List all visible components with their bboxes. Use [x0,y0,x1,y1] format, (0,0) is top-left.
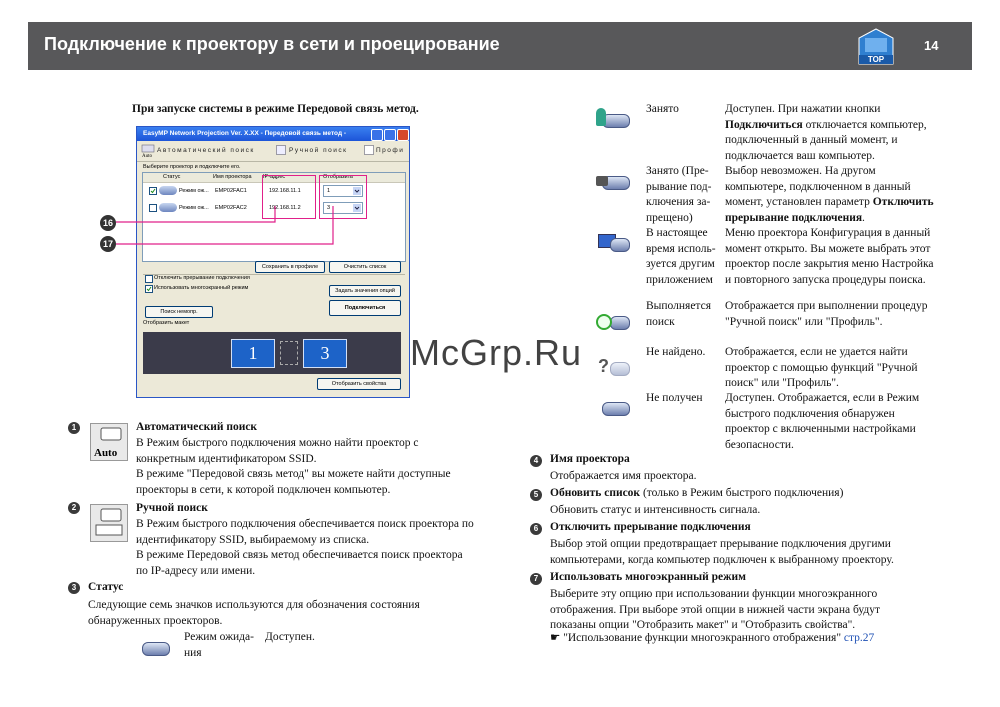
busy-locked-status-icon [596,174,630,190]
status-searching-label: Выполняется поиск [646,300,711,328]
status-searching-desc: Отображается при выполнении процедур "Ручной поиск" или "Профиль". [725,300,928,328]
manual-search-icon[interactable] [276,145,286,155]
page-27-link[interactable]: стр.27 [843,632,875,644]
checkmark-icon [150,188,156,194]
multi-screen-layout [143,332,401,374]
screen-slot-3[interactable]: 3 [303,339,347,368]
row-ip: 192.168.11.2 [269,205,301,211]
user-icon [596,108,606,126]
section-1-p1: В Режим быстрого подключения можно найти проектор с конкретным идентификатором SSID. [136,437,419,465]
app-window-screenshot [136,126,410,398]
row-status: Режим ож... [179,188,209,194]
screenshot-caption: При запуске системы в режиме Передовой связь метод. [132,103,419,115]
profile-icon[interactable] [364,145,374,155]
row-ip: 192.168.11.1 [269,188,301,194]
standby-status-icon [136,640,170,656]
section-number-4: 4 [530,455,542,467]
section-number-2: 2 [68,502,80,514]
close-icon[interactable] [397,129,409,141]
status-in-use-label: В настоящее время исполь- зуется другим приложением [646,227,716,286]
search-nonstd-button[interactable]: Поиск немопр. [145,306,213,318]
disable-interrupt-label: Отключить прерывание подключения [154,275,250,281]
status-in-use-desc: Меню проектора Конфигурация в данный момент открыто. Вы можете выбрать этот проектор после закрытия меню Настройка и повторного запуска процедуры поиска. [725,227,934,286]
col-name[interactable]: Имя проектора [213,174,252,180]
display-select-value: 1 [327,188,331,194]
section-5-title-line: Обновить список (только в Режим быстрого подключения) [550,487,844,499]
row-checkbox-checked[interactable] [149,187,157,195]
row-name: EMP02FAC1 [215,188,247,194]
section-7-reference: ☛ "Использование функции многоэкранного отображения" стр.27 [550,632,875,644]
section-6-p1: Выбор этой опции предотвращает прерывание подключения другими компьютерами, когда компьютер подключен к выбранному проектору. [550,538,894,566]
searching-status-icon [596,314,630,330]
section-7-title: Использовать многоэкранный режим [550,571,746,583]
auto-search-icon[interactable] [141,144,155,158]
multi-screen-label: Использовать многоэкранный режим [154,285,249,291]
page-title: Подключение к проектору в сети и проецирование [44,34,500,54]
auto-icon-label: Auto [94,447,118,459]
section-number-7: 7 [530,573,542,585]
auto-search-graphic [91,424,127,460]
top-home-icon[interactable] [857,28,895,66]
section-1-title: Автоматический поиск [136,421,258,433]
save-profile-button[interactable]: Сохранить в профиле [255,261,325,273]
manual-search-icon [90,504,128,542]
watermark: McGrp.Ru [410,332,583,373]
status-busy-desc: Доступен. При нажатии кнопки Подключиться отключается компьютер, подключенный в данный момент, и подключается ваш компьютер. [725,103,927,162]
section-2-p1: В Режим быстрого подключения обеспечивается поиск проектора по идентификатору SSID, выбираемому из списка. [136,518,474,546]
section-4-p1: Отображается имя проектора. [550,470,697,482]
auto-search-icon [90,423,128,461]
row-status: Режим ож... [179,205,209,211]
tab-auto-search[interactable]: Автоматический поиск [157,147,255,154]
top-logo-label: TOP [867,55,885,64]
status-standby-label: Режим ожида- ния [184,631,254,659]
col-status[interactable]: Статус [163,174,181,180]
lock-icon [596,176,608,186]
projector-status-icon [159,186,177,195]
section-number-3: 3 [68,582,80,594]
layout-label: Отобразить макет [143,320,190,326]
callout-16: 16 [100,215,116,231]
page-header [28,22,972,70]
section-3-title: Статус [88,581,124,593]
disable-interrupt-checkbox[interactable] [145,275,153,283]
section-2-title: Ручной поиск [136,502,208,514]
set-options-button[interactable]: Задать значения опций [329,285,401,297]
section-number-6: 6 [530,523,542,535]
section-4-title: Имя проектора [550,453,630,465]
section-7-p1: Выберите эту опцию при использовании функции многоэкранного отображения. При выборе этой опции в нижней части экрана будут показаны опции "Отобразить макет" и "Отобразить свойства". [550,588,881,631]
status-busy-locked-label: Занято (Пре- рывание под- ключения за- прещено) [646,165,712,224]
col-display[interactable]: Отобразить [323,174,353,180]
screen-slot-1[interactable]: 1 [231,339,275,368]
section-5-p1: Обновить статус и интенсивность сигнала. [550,504,761,516]
status-standby-desc: Доступен. [265,631,315,643]
status-not-found-label: Не найдено. [646,346,706,358]
show-properties-button[interactable]: Отобразить свойства [317,378,401,390]
callout-leader-lines [100,200,380,260]
pointing-hand-icon: ☛ [550,632,564,644]
minimize-icon[interactable] [371,129,383,141]
in-use-status-icon [596,236,630,252]
status-not-received-desc: Доступен. Отображается, если в Режим быстрого подключения обнаружен проектор с включенными настройками безопасности. [725,392,920,451]
multi-screen-checkbox-checked[interactable] [145,285,153,293]
page-number: 14 [924,38,939,53]
busy-status-icon [596,112,630,128]
status-busy-label: Занято [646,103,679,115]
maximize-icon[interactable] [384,129,396,141]
status-busy-locked-desc: Выбор невозможен. На другом компьютере, подключенном в данный момент, установлен параметр Отключить прерывание подключения. [725,165,934,224]
window-title: EasyMP Network Projection Ver. X.XX - Передовой связь метод - [143,130,347,137]
row-name: EMP02FAC2 [215,205,247,211]
not-received-status-icon [596,400,630,416]
auto-search-icon-label: Auto [142,154,152,158]
display-select-value: 3 [327,205,331,211]
status-not-received-label: Не получен [646,392,703,404]
tab-manual-search[interactable]: Ручной поиск [289,147,348,154]
connect-button[interactable]: Подключиться [329,300,401,316]
not-found-status-icon [596,356,630,376]
checkmark-icon [146,286,152,292]
section-number-5: 5 [530,489,542,501]
section-2-p2: В режиме Передовой связь метод обеспечивается поиск проектора по IP-адресу или имени. [136,549,463,577]
screen-slot-empty[interactable] [280,341,298,365]
window-title-bar [137,127,409,141]
section-number-1: 1 [68,422,80,434]
window-toolbar [137,141,409,162]
manual-search-graphic [91,505,127,541]
section-3-p1: Следующие семь значков используются для обозначения состояния обнаруженных проекторов. [88,599,420,627]
list-label: Выберите проектор и подключите его. [143,164,241,170]
section-6-title: Отключить прерывание подключения [550,521,751,533]
question-icon: ? [598,356,609,376]
tab-profile[interactable]: Профи [376,147,405,154]
magnifier-icon [596,314,612,330]
clear-list-button[interactable]: Очистить список [329,261,401,273]
col-ip[interactable]: IP-адрес [263,174,286,180]
status-not-found-desc: Отображается, если не удается найти проектор с помощью функций "Ручной поиск" или "Профиль". [725,346,918,389]
callout-17: 17 [100,236,116,252]
section-1-p2: В режиме "Передовой связь метод" вы можете найти доступные проекторы в сети, к которой подключен компьютер. [136,468,451,496]
